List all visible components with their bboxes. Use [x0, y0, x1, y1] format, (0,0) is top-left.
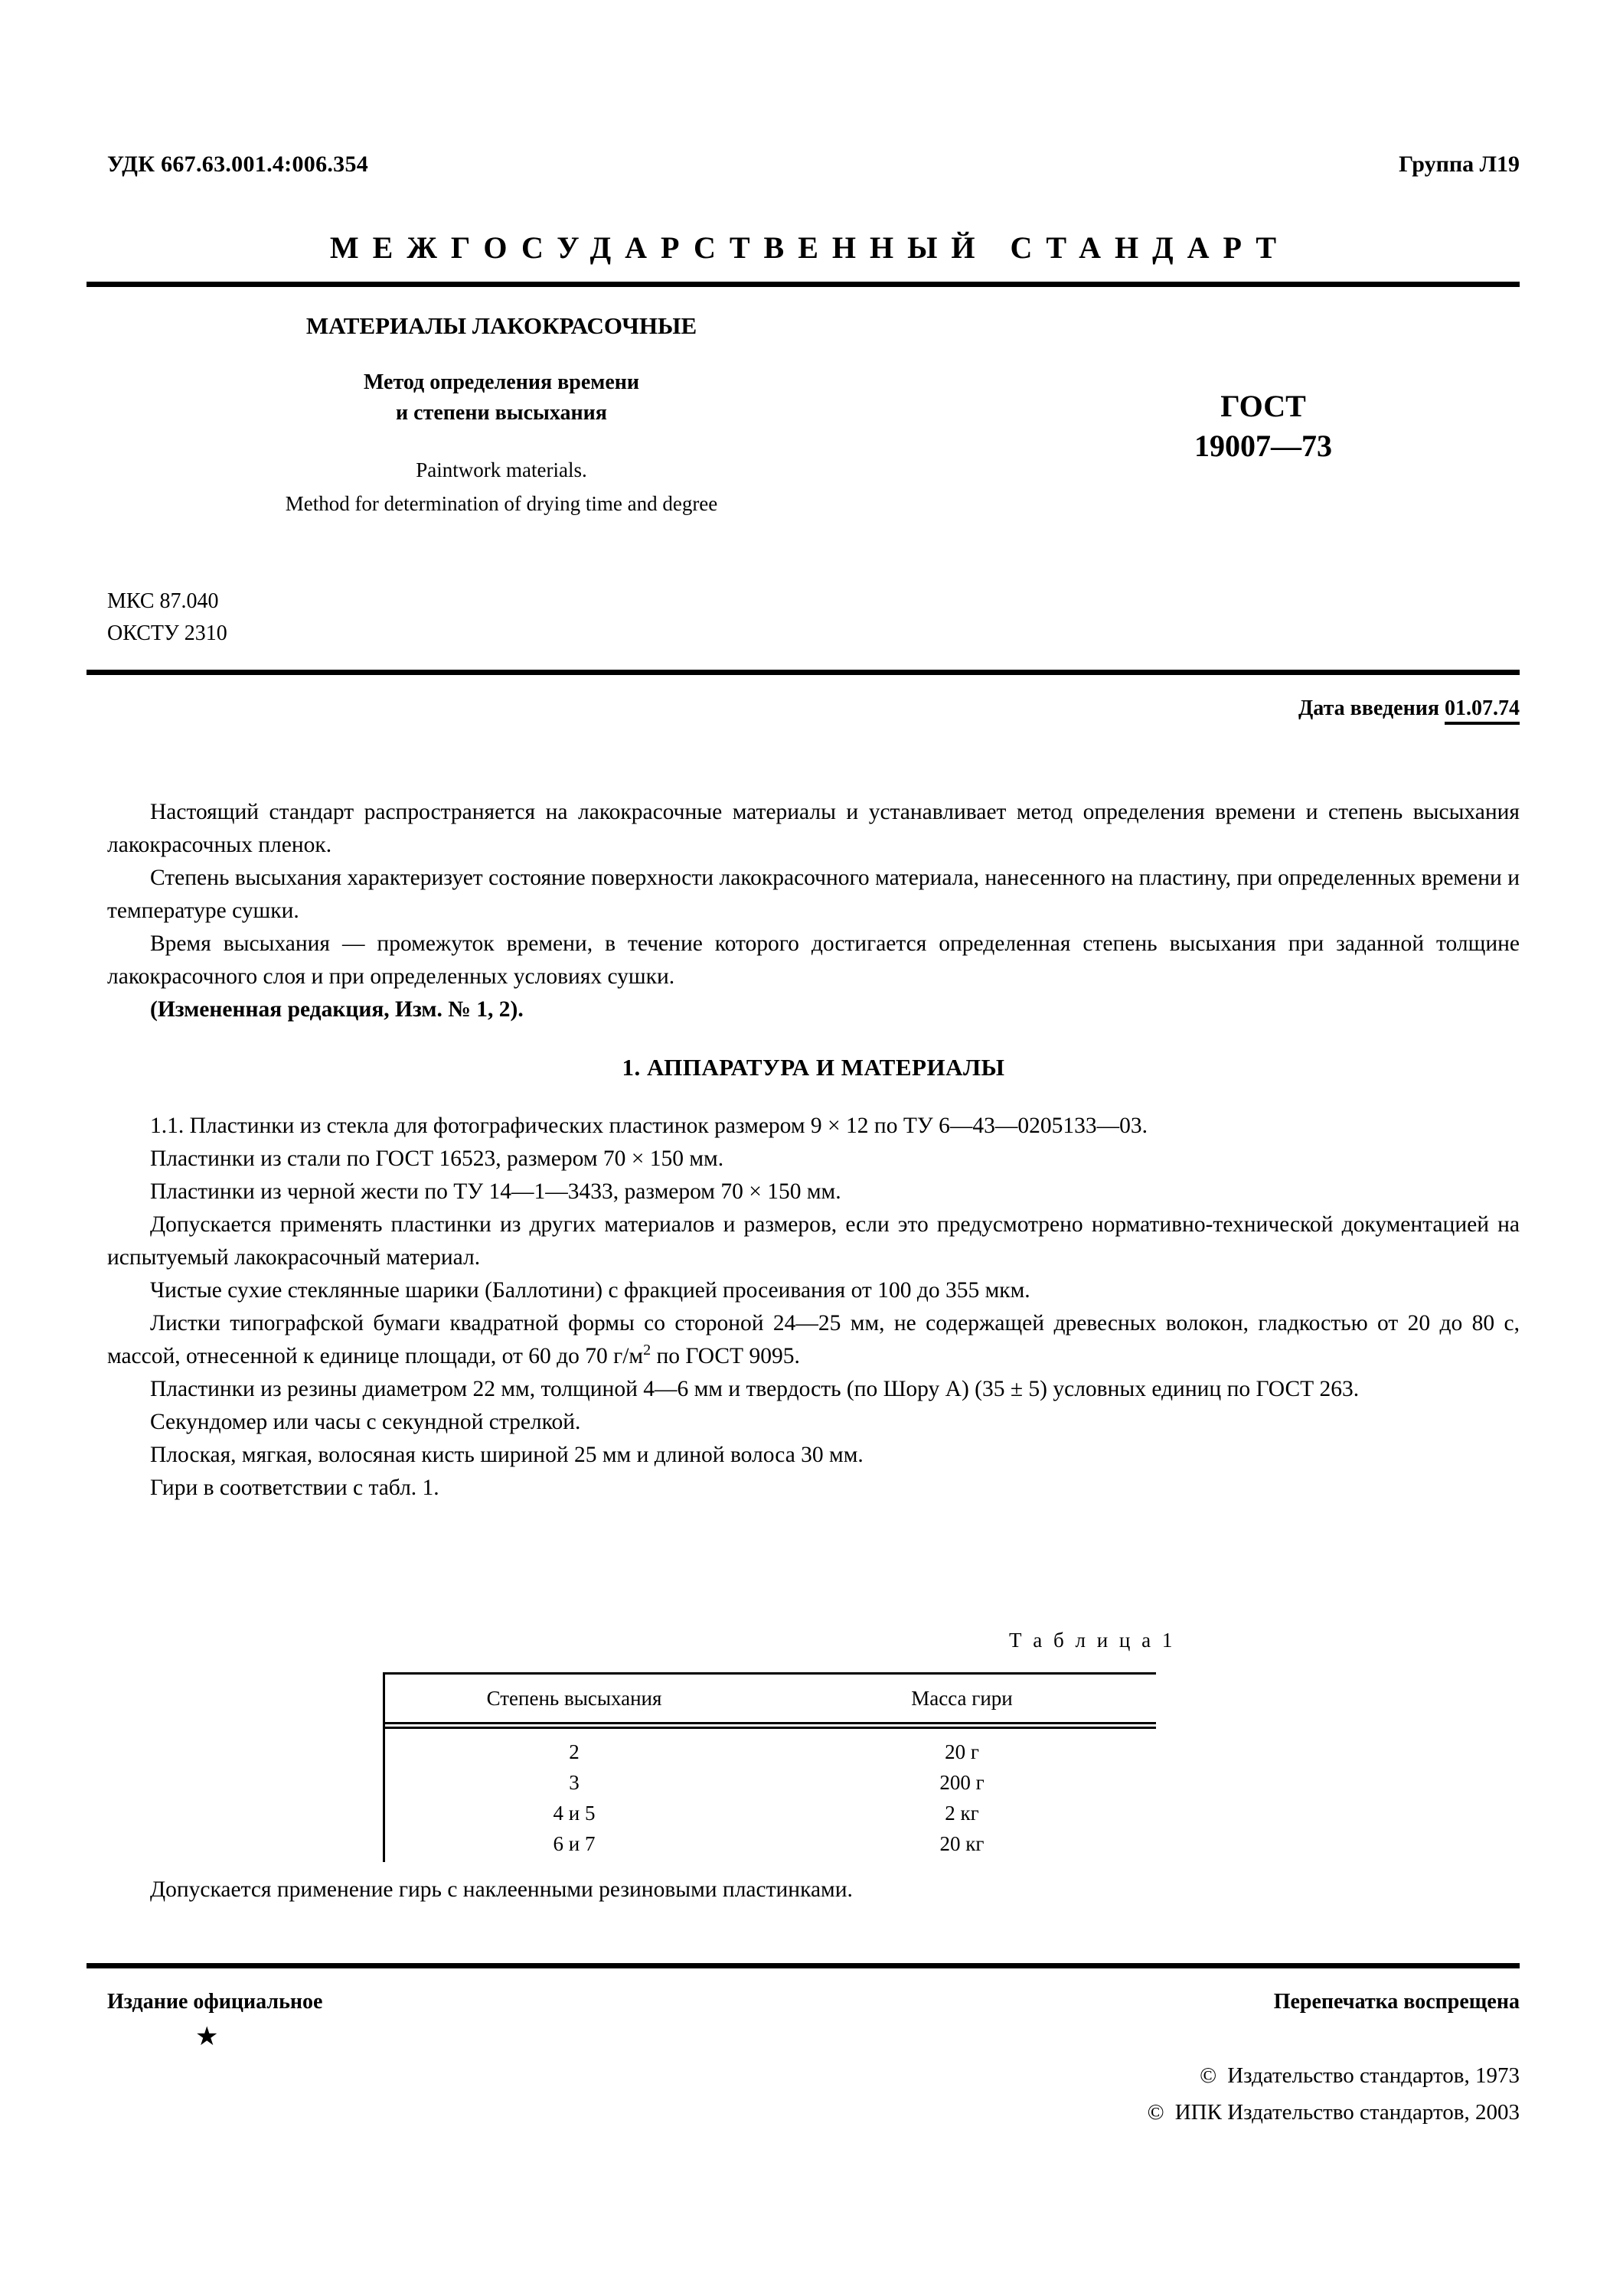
table-column-header-degree: Степень высыхания: [486, 1687, 662, 1710]
paper-text-b: по ГОСТ 9095.: [651, 1344, 800, 1368]
section-heading-1: 1. АППАРАТУРА И МАТЕРИАЛЫ: [622, 1054, 1005, 1081]
weights-table: [383, 1672, 1156, 1873]
table-cell-mass: 200 г: [939, 1771, 985, 1794]
introduction-date: [1298, 696, 1520, 721]
udk-code: УДК 667.63.001.4:006.354: [107, 152, 369, 177]
copyright-symbol: ©: [1200, 2063, 1217, 2088]
paragraph-stopwatch: Секундомер или часы с секундной стрелкой.: [150, 1410, 581, 1434]
table-caption: Т а б л и ц а 1: [1009, 1629, 1176, 1652]
paragraph-steel-plates: Пластинки из стали по ГОСТ 16523, размером 70 × 150 мм.: [150, 1146, 724, 1171]
mks-code: МКС 87.040: [107, 589, 219, 613]
table-row: [383, 1798, 1156, 1828]
copyright-symbol: ©: [1147, 2100, 1164, 2125]
paragraph-brush: Плоская, мягкая, волосяная кисть шириной 25 мм и длиной волоса 30 мм.: [150, 1443, 864, 1467]
introduction-date-value: 01.07.74: [1445, 696, 1520, 725]
table-cell-mass: 20 г: [945, 1740, 979, 1763]
title-subtitle-line2: и степени высыхания: [396, 401, 607, 425]
gost-number-block: [1087, 386, 1439, 466]
table-header-rule-1: [383, 1722, 1156, 1724]
title-subtitle-line1: Метод определения времени: [363, 370, 640, 394]
paragraph-drying-time: Время высыхания — промежуток времени, в течение которого достигается определенная степень высыхания при заданной толщине лакокрасочного слоя и при определенных условиях сушки.: [107, 931, 1520, 989]
rule-above-footer: [87, 1963, 1520, 1968]
title-main: МАТЕРИАЛЫ ЛАКОКРАСОЧНЫЕ: [305, 312, 697, 339]
paper-text-a: Листки типографской бумаги квадратной формы со стороной 24—25 мм, не содержащей древесных волокон, гладкостью от 20 до 80 с, массой, отнесенной к единице площади, от 60 до 70 г/м: [107, 1311, 1520, 1368]
footer-reprint-prohibited: Перепечатка воспрещена: [1273, 1990, 1520, 2014]
title-english-line1: Paintwork materials.: [416, 458, 587, 481]
introduction-date-label: Дата введения: [1298, 696, 1439, 720]
document-body: [107, 796, 1520, 1505]
star-icon: ★: [195, 2023, 219, 2051]
copyright-line-1: [1148, 2057, 1520, 2094]
footer-official-edition: Издание официальное: [107, 1990, 323, 2014]
copyright-block: [1148, 2057, 1520, 2131]
table-row: [383, 1767, 1156, 1798]
copyright-text-2: ИПК Издательство стандартов, 2003: [1174, 2100, 1520, 2125]
title-subtitle: [134, 367, 869, 429]
paragraph-other-materials: Допускается применять пластинки из других материалов и размеров, если это предусмотрено нормативно-технической документацией на испытуемый лакокрасочный материал.: [107, 1212, 1520, 1270]
okstu-code: ОКСТУ 2310: [107, 621, 227, 645]
paragraph-revision-note: (Измененная редакция, Изм. № 1, 2).: [150, 997, 524, 1022]
gost-label: ГОСТ: [1220, 389, 1306, 423]
table-header-row: [383, 1675, 1156, 1722]
rule-under-banner: [87, 282, 1520, 287]
rule-under-header: [87, 670, 1520, 675]
table-row: [383, 1737, 1156, 1767]
paper-superscript: 2: [643, 1342, 651, 1359]
table-cell-mass: 2 кг: [945, 1802, 979, 1825]
paragraph-glass-beads: Чистые сухие стеклянные шарики (Баллотини) с фракцией просеивания от 100 до 355 мкм.: [150, 1278, 1030, 1303]
paragraph-after-table: Допускается применение гирь с наклеенными резиновыми пластинками.: [150, 1877, 853, 1902]
copyright-line-2: [1148, 2094, 1520, 2131]
gost-number: 19007—73: [1194, 429, 1332, 463]
table-cell-degree: 2: [569, 1740, 580, 1763]
table-column-header-mass: Масса гири: [911, 1687, 1013, 1710]
paragraph-weights: Гири в соответствии с табл. 1.: [150, 1476, 439, 1500]
group-code: Группа Л19: [1399, 152, 1520, 177]
classification-codes: [107, 585, 227, 650]
table-body: [383, 1729, 1156, 1873]
standard-banner: МЕЖГОСУДАРСТВЕННЫЙ СТАНДАРТ: [329, 230, 1291, 265]
paragraph-1-1: 1.1. Пластинки из стекла для фотографических пластинок размером 9 × 12 по ТУ 6—43—0205133—03.: [150, 1114, 1148, 1138]
table-cell-mass: 20 кг: [939, 1832, 985, 1855]
paragraph-scope: Настоящий стандарт распространяется на лакокрасочные материалы и устанавливает метод определения времени и степень высыхания лакокрасочных пленок.: [107, 800, 1520, 857]
copyright-text-1: Издательство стандартов, 1973: [1227, 2063, 1520, 2088]
paragraph-paper-sheets: [107, 1307, 1520, 1373]
title-english: [134, 453, 869, 520]
paragraph-rubber-plates: Пластинки из резины диаметром 22 мм, толщиной 4—6 мм и твердость (по Шору А) (35 ± 5) условных единиц по ГОСТ 263.: [150, 1377, 1360, 1401]
title-english-line2: Method for determination of drying time and degree: [285, 492, 718, 515]
table-cell-degree: 4 и 5: [553, 1802, 596, 1825]
paragraph-drying-degree: Степень высыхания характеризует состояние поверхности лакокрасочного материала, нанесенного на пластину, при определенных времени и температуре сушки.: [107, 866, 1520, 923]
paragraph-tinplate: Пластинки из черной жести по ТУ 14—1—3433, размером 70 × 150 мм.: [150, 1179, 841, 1204]
table-cell-degree: 6 и 7: [553, 1832, 596, 1855]
table-cell-degree: 3: [569, 1771, 580, 1794]
table-row: [383, 1828, 1156, 1859]
table-vertical-divider: [383, 1675, 385, 1862]
